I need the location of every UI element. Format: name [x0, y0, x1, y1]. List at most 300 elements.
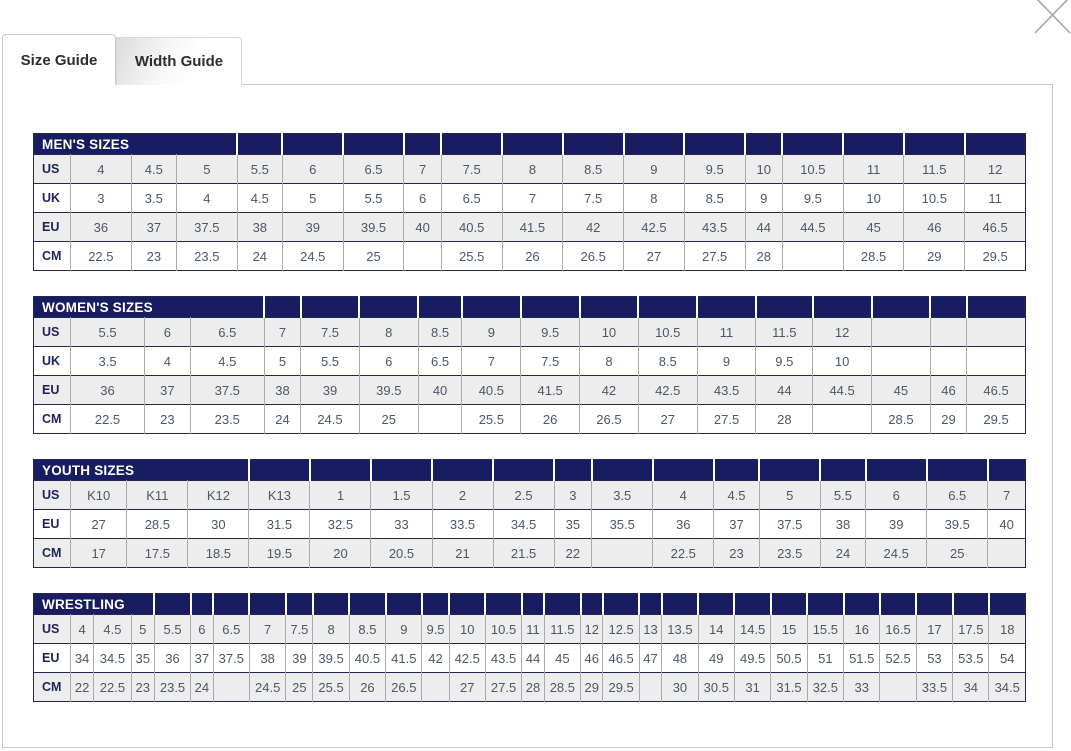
table-row-eu — [34, 213, 1026, 242]
size-cell: 8 — [359, 318, 418, 347]
size-cell: 8 — [624, 184, 685, 213]
tab-size-guide[interactable] — [2, 34, 116, 85]
size-cell — [872, 318, 931, 347]
size-cell: 30.5 — [698, 673, 734, 702]
size-cell: 4 — [145, 347, 191, 376]
table-title-womens: WOMEN'S SIZES — [34, 297, 265, 318]
size-cell: 18.5 — [188, 539, 249, 568]
size-cell: 7.5 — [521, 347, 580, 376]
size-cell: 12 — [813, 318, 872, 347]
size-cell: 40 — [418, 376, 462, 405]
size-cell: 5 — [131, 615, 154, 644]
size-cell: 30 — [662, 673, 698, 702]
size-cell — [213, 673, 249, 702]
size-cell: 37.5 — [176, 213, 237, 242]
size-cell: 19.5 — [249, 539, 310, 568]
size-cell: 10.5 — [638, 318, 697, 347]
size-cell: 27.5 — [485, 673, 521, 702]
size-cell: 45 — [872, 376, 931, 405]
size-cell: 24 — [264, 405, 300, 434]
size-cell: 10.5 — [485, 615, 521, 644]
size-cell: 33.5 — [432, 510, 493, 539]
size-cell: 53 — [916, 644, 952, 673]
size-cell: 34 — [71, 644, 94, 673]
size-cell — [880, 673, 916, 702]
size-cell: 9 — [462, 318, 521, 347]
size-cell: 34.5 — [94, 644, 132, 673]
size-cell: 41.5 — [386, 644, 422, 673]
size-cell: 37 — [714, 510, 759, 539]
row-label: EU — [42, 383, 60, 397]
table-row-us — [34, 155, 1026, 184]
header-cell — [638, 297, 697, 318]
size-cell: 6 — [145, 318, 191, 347]
size-cell: 3 — [554, 481, 592, 510]
size-cell: 41.5 — [502, 213, 563, 242]
size-cell: 18 — [989, 615, 1026, 644]
header-cell — [404, 134, 441, 155]
size-cell: 13.5 — [662, 615, 698, 644]
size-cell: 6.5 — [927, 481, 988, 510]
size-cell — [782, 242, 843, 271]
size-cell: 5.5 — [301, 347, 360, 376]
size-cell: 8.5 — [418, 318, 462, 347]
size-cell: 6 — [359, 347, 418, 376]
header-cell — [522, 594, 544, 615]
size-cell: 8 — [502, 155, 563, 184]
size-cell: 35 — [554, 510, 592, 539]
row-label: US — [42, 488, 60, 502]
row-label: CM — [42, 680, 62, 694]
row-label: US — [42, 162, 60, 176]
size-cell: 26.5 — [386, 673, 422, 702]
size-cell: 20 — [310, 539, 371, 568]
size-cell: 7.5 — [563, 184, 624, 213]
header-cell — [813, 297, 872, 318]
header-cell — [349, 594, 385, 615]
row-label: CM — [42, 546, 62, 560]
size-cell: 47 — [639, 644, 661, 673]
size-cell: 31 — [734, 673, 770, 702]
size-cell: 26 — [349, 673, 385, 702]
header-cell — [544, 594, 580, 615]
size-cell: 15 — [771, 615, 807, 644]
size-cell: 7 — [249, 615, 285, 644]
size-cell: 27.5 — [697, 405, 756, 434]
size-cell: 5 — [759, 481, 820, 510]
header-cell — [154, 594, 190, 615]
size-cell: 22 — [71, 673, 94, 702]
size-table-womens — [33, 296, 1026, 434]
size-cell: 30 — [188, 510, 249, 539]
table-row-uk — [34, 347, 1026, 376]
size-cell: 37.5 — [759, 510, 820, 539]
size-cell: 35 — [131, 644, 154, 673]
size-cell: 24.5 — [282, 242, 343, 271]
size-cell: 40.5 — [462, 376, 521, 405]
header-cell — [745, 134, 782, 155]
header-cell — [967, 297, 1026, 318]
size-cell: 7 — [264, 318, 300, 347]
header-cell — [343, 134, 404, 155]
size-cell — [872, 347, 931, 376]
size-cell: 7.5 — [441, 155, 502, 184]
size-cell: 5 — [264, 347, 300, 376]
row-label: US — [42, 325, 60, 339]
size-cell: 39.5 — [927, 510, 988, 539]
size-cell: 48 — [662, 644, 698, 673]
header-cell — [872, 297, 931, 318]
header-cell — [782, 134, 843, 155]
size-cell: 42 — [563, 213, 624, 242]
size-cell: 8.5 — [563, 155, 624, 184]
size-cell: 3 — [71, 184, 132, 213]
size-cell: 32.5 — [310, 510, 371, 539]
size-cell: 40.5 — [441, 213, 502, 242]
header-cell — [953, 594, 989, 615]
header-cell — [485, 594, 521, 615]
size-cell: 34.5 — [493, 510, 554, 539]
header-cell — [866, 460, 927, 481]
header-cell — [734, 594, 770, 615]
size-cell: 53.5 — [953, 644, 989, 673]
size-cell: K12 — [188, 481, 249, 510]
size-cell: 44 — [745, 213, 782, 242]
size-cell — [418, 405, 462, 434]
size-cell: 5.5 — [343, 184, 404, 213]
size-cell: 28.5 — [843, 242, 904, 271]
table-row-eu — [34, 644, 1026, 673]
header-cell — [581, 594, 603, 615]
size-cell: 8 — [313, 615, 349, 644]
header-cell — [432, 460, 493, 481]
size-cell: 4 — [176, 184, 237, 213]
size-cell: 17 — [71, 539, 127, 568]
size-cell: 39 — [866, 510, 927, 539]
size-cell: 21 — [432, 539, 493, 568]
table-row-cm — [34, 673, 1026, 702]
size-cell: 28.5 — [544, 673, 580, 702]
size-cell: 10 — [449, 615, 485, 644]
size-cell: 45 — [544, 644, 580, 673]
size-cell: 44.5 — [813, 376, 872, 405]
size-cell — [967, 318, 1026, 347]
size-cell: 29.5 — [965, 242, 1026, 271]
size-cell: 25 — [286, 673, 313, 702]
size-cell: 6.5 — [190, 318, 264, 347]
size-cell: 8 — [580, 347, 639, 376]
header-cell — [264, 297, 300, 318]
size-cell: 23 — [714, 539, 759, 568]
size-cell: 6 — [191, 615, 213, 644]
size-cell: 24.5 — [866, 539, 927, 568]
header-cell — [462, 297, 521, 318]
size-cell: 11.5 — [756, 318, 813, 347]
row-label: EU — [42, 651, 60, 665]
size-cell: 23.5 — [190, 405, 264, 434]
size-cell: 6 — [282, 155, 343, 184]
size-table-youth — [33, 459, 1026, 568]
header-cell — [493, 460, 554, 481]
size-cell: 7.5 — [286, 615, 313, 644]
size-cell: 38 — [264, 376, 300, 405]
size-cell: 23.5 — [154, 673, 190, 702]
size-cell: 11 — [522, 615, 544, 644]
header-cell — [449, 594, 485, 615]
size-cell: 21.5 — [493, 539, 554, 568]
size-cell: 45 — [843, 213, 904, 242]
size-cell: 5.5 — [237, 155, 282, 184]
size-cell: 46 — [904, 213, 965, 242]
size-cell: 15.5 — [807, 615, 843, 644]
header-cell — [422, 594, 449, 615]
header-cell — [521, 297, 580, 318]
size-cell: 10 — [843, 184, 904, 213]
size-cell — [639, 673, 661, 702]
table-row-uk — [34, 184, 1026, 213]
close-icon[interactable] — [1033, 0, 1071, 36]
size-cell: 39 — [301, 376, 360, 405]
size-cell: 24 — [191, 673, 213, 702]
size-cell: 4.5 — [714, 481, 759, 510]
size-cell: 33.5 — [916, 673, 952, 702]
size-cell: 6.5 — [343, 155, 404, 184]
size-cell: K11 — [127, 481, 188, 510]
header-cell — [756, 297, 813, 318]
size-cell: 49.5 — [734, 644, 770, 673]
size-cell: 9.5 — [521, 318, 580, 347]
size-cell: 40 — [404, 213, 441, 242]
header-cell — [771, 594, 807, 615]
size-cell: 9 — [745, 184, 782, 213]
header-cell — [639, 594, 661, 615]
header-cell — [916, 594, 952, 615]
header-cell — [697, 297, 756, 318]
header-cell — [371, 460, 432, 481]
size-cell: 2 — [432, 481, 493, 510]
size-cell — [404, 242, 441, 271]
size-cell: 36 — [653, 510, 714, 539]
size-cell: 12 — [965, 155, 1026, 184]
header-cell — [580, 297, 639, 318]
size-cell: 6.5 — [418, 347, 462, 376]
size-cell: 43.5 — [697, 376, 756, 405]
size-cell: 16 — [844, 615, 880, 644]
size-cell: 33 — [371, 510, 432, 539]
size-cell: 51 — [807, 644, 843, 673]
size-cell: 4.5 — [94, 615, 132, 644]
row-label: US — [42, 622, 60, 636]
size-cell: 1 — [310, 481, 371, 510]
size-cell: 9 — [386, 615, 422, 644]
size-cell: 43.5 — [684, 213, 745, 242]
size-cell: 23 — [131, 673, 154, 702]
header-cell — [927, 460, 988, 481]
size-cell: 14 — [698, 615, 734, 644]
size-cell: 37.5 — [190, 376, 264, 405]
size-cell: 29.5 — [603, 673, 639, 702]
table-row-us — [34, 615, 1026, 644]
header-cell — [310, 460, 371, 481]
size-cell: 32.5 — [807, 673, 843, 702]
size-cell: 16.5 — [880, 615, 916, 644]
size-cell: 38 — [237, 213, 282, 242]
table-row-cm — [34, 242, 1026, 271]
size-cell: 25.5 — [462, 405, 521, 434]
size-cell: 50.5 — [771, 644, 807, 673]
size-cell: 5.5 — [820, 481, 865, 510]
size-cell: 10 — [745, 155, 782, 184]
header-cell — [844, 594, 880, 615]
tab-width-guide-label: Width Guide — [134, 53, 224, 70]
header-cell — [563, 134, 624, 155]
size-cell — [988, 539, 1026, 568]
size-cell: 39.5 — [359, 376, 418, 405]
tab-width-guide[interactable] — [116, 37, 242, 85]
header-cell — [603, 594, 639, 615]
size-cell: K10 — [71, 481, 127, 510]
header-cell — [386, 594, 422, 615]
size-cell: 4.5 — [190, 347, 264, 376]
row-label: CM — [42, 249, 62, 263]
table-row-cm — [34, 405, 1026, 434]
size-cell: 36 — [71, 376, 145, 405]
size-cell: 10 — [580, 318, 639, 347]
size-cell: 25 — [359, 405, 418, 434]
size-cell: 9 — [624, 155, 685, 184]
size-cell — [930, 318, 966, 347]
size-cell: 17 — [916, 615, 952, 644]
size-cell: 3.5 — [131, 184, 176, 213]
header-cell — [282, 134, 343, 155]
header-cell — [301, 297, 360, 318]
size-cell: 28 — [756, 405, 813, 434]
size-cell: 39.5 — [313, 644, 349, 673]
size-cell: 10.5 — [904, 184, 965, 213]
size-cell: 23 — [131, 242, 176, 271]
table-row-us — [34, 481, 1026, 510]
header-cell — [684, 134, 745, 155]
size-cell: 6 — [866, 481, 927, 510]
size-cell: 2.5 — [493, 481, 554, 510]
size-cell: 11.5 — [544, 615, 580, 644]
header-cell — [249, 594, 285, 615]
size-cell: 29 — [581, 673, 603, 702]
size-cell: 25.5 — [313, 673, 349, 702]
table-row-eu — [34, 376, 1026, 405]
size-cell: 40 — [988, 510, 1026, 539]
header-cell — [213, 594, 249, 615]
size-cell: 3.5 — [592, 481, 653, 510]
table-title-wrestling: WRESTLING — [34, 594, 155, 615]
size-cell: 23.5 — [759, 539, 820, 568]
size-cell: 3.5 — [71, 347, 145, 376]
header-cell — [807, 594, 843, 615]
size-cell: 13 — [639, 615, 661, 644]
size-cell: 23.5 — [176, 242, 237, 271]
size-cell: 22 — [554, 539, 592, 568]
header-cell — [502, 134, 563, 155]
size-cell: 10.5 — [782, 155, 843, 184]
header-cell — [965, 134, 1026, 155]
size-cell: 34.5 — [989, 673, 1026, 702]
size-cell: 49 — [698, 644, 734, 673]
size-cell: 7 — [462, 347, 521, 376]
size-cell: 31.5 — [249, 510, 310, 539]
size-guide-panel — [2, 84, 1053, 748]
size-cell: 28 — [522, 673, 544, 702]
size-cell: 9.5 — [782, 184, 843, 213]
size-cell: 23 — [145, 405, 191, 434]
size-cell: 34 — [953, 673, 989, 702]
size-cell: 8.5 — [349, 615, 385, 644]
size-cell: 42 — [580, 376, 639, 405]
size-cell: 28 — [745, 242, 782, 271]
size-cell: 46.5 — [965, 213, 1026, 242]
size-cell: 37 — [131, 213, 176, 242]
size-cell: 22.5 — [71, 405, 145, 434]
size-cell: 54 — [989, 644, 1026, 673]
size-cell — [930, 347, 966, 376]
size-cell: 10 — [813, 347, 872, 376]
row-label: CM — [42, 412, 62, 426]
size-cell: 35.5 — [592, 510, 653, 539]
size-cell: 5.5 — [154, 615, 190, 644]
size-cell: 11 — [697, 318, 756, 347]
size-cell: 4.5 — [131, 155, 176, 184]
size-cell: 24.5 — [301, 405, 360, 434]
size-cell: 14.5 — [734, 615, 770, 644]
size-cell: 52.5 — [880, 644, 916, 673]
header-cell — [359, 297, 418, 318]
size-cell — [592, 539, 653, 568]
header-cell — [662, 594, 698, 615]
size-cell: 41.5 — [521, 376, 580, 405]
size-cell: 44 — [756, 376, 813, 405]
header-cell — [592, 460, 653, 481]
size-cell: 44.5 — [782, 213, 843, 242]
size-cell: 28.5 — [127, 510, 188, 539]
size-cell: 27.5 — [684, 242, 745, 271]
header-cell — [249, 460, 310, 481]
size-cell: 6.5 — [213, 615, 249, 644]
size-cell — [813, 405, 872, 434]
header-cell — [989, 594, 1026, 615]
size-cell: 37 — [145, 376, 191, 405]
size-tables — [33, 133, 1024, 702]
size-cell: 46.5 — [967, 376, 1026, 405]
size-cell: 37.5 — [213, 644, 249, 673]
size-cell: 5.5 — [71, 318, 145, 347]
size-table-mens — [33, 133, 1026, 271]
size-cell: 51.5 — [844, 644, 880, 673]
size-cell: 29 — [930, 405, 966, 434]
size-cell: 7 — [502, 184, 563, 213]
size-cell: 26.5 — [563, 242, 624, 271]
size-cell: 9.5 — [684, 155, 745, 184]
size-cell: 8.5 — [684, 184, 745, 213]
size-cell: 29.5 — [967, 405, 1026, 434]
header-cell — [698, 594, 734, 615]
row-label: EU — [42, 220, 60, 234]
header-cell — [714, 460, 759, 481]
size-cell: 8.5 — [638, 347, 697, 376]
size-cell: 46 — [581, 644, 603, 673]
size-cell: 6.5 — [441, 184, 502, 213]
size-table-wrestling — [33, 593, 1026, 702]
size-cell: 42.5 — [624, 213, 685, 242]
size-cell: 22.5 — [71, 242, 132, 271]
